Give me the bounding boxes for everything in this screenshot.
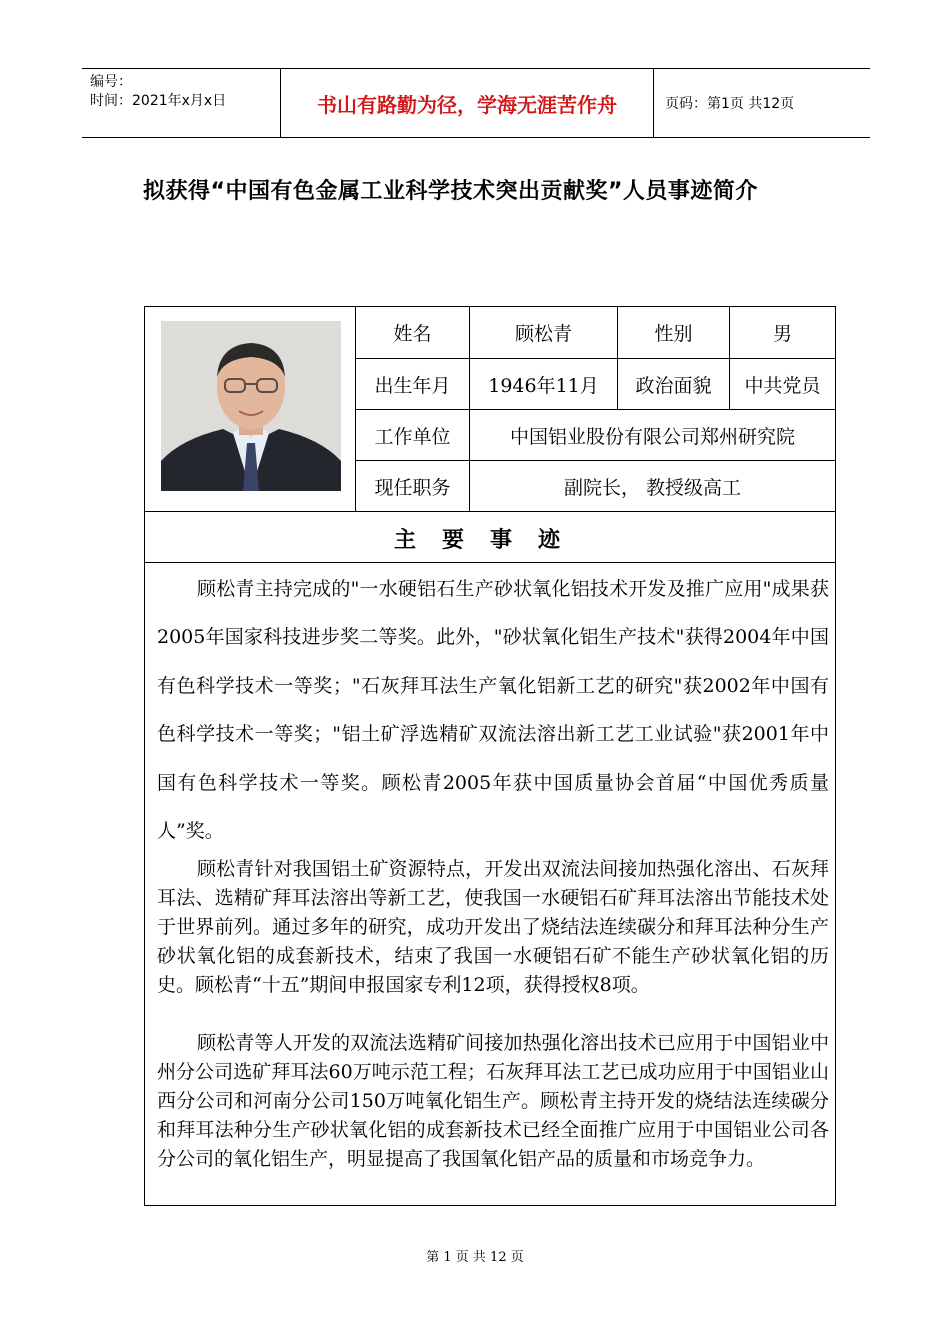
section-title: 主要事迹 bbox=[393, 526, 586, 553]
portrait-photo-image bbox=[161, 321, 341, 491]
birth-label: 出生年月 bbox=[374, 374, 451, 397]
achievement-paragraph: 顾松青主持完成的"一水硬铝石生产砂状氧化铝技术开发及推广应用"成果获2005年国家科技进步奖二等奖。此外，"砂状氧化铝生产技术"获得2004年中国有色科学技术一等奖；"石灰拜耳法生产氧化铝新工艺的研究"获2002年中国有色科学技术一等奖；"铝土矿浮选精矿双流法溶出新工艺工业试验"获2001年中国有色科学技术一等奖。顾松青2005年获中国质量协会首届“中国优秀质量人”奖。 bbox=[157, 578, 829, 843]
name-value: 顾松青 bbox=[514, 323, 572, 345]
document-title: 拟获得“中国有色金属工业科学技术突出贡献奖”人员事迹简介 bbox=[143, 179, 758, 204]
name-label: 姓名 bbox=[393, 323, 432, 345]
gender-value: 男 bbox=[772, 323, 792, 345]
political-value: 中共党员 bbox=[744, 374, 821, 397]
header-motto: 书山有路勤为径，学海无涯苦作舟 bbox=[280, 69, 654, 137]
employer-label: 工作单位 bbox=[374, 425, 451, 448]
achievement-paragraph: 顾松青针对我国铝土矿资源特点，开发出双流法间接加热强化溶出、石灰拜耳法、选精矿拜耳法溶出等新工艺，使我国一水硬铝石矿拜耳法溶出节能技术处于世界前列。通过多年的研究，成功开发出了烧结法连续碳分和拜耳法种分生产砂状氧化铝的成套新技术，结束了我国一水硬铝石矿不能生产砂状氧化铝的历史。顾松青“十五”期间申报国家专利12项，获得授权8项。 bbox=[157, 858, 829, 996]
portrait-photo bbox=[161, 321, 341, 491]
birth-value: 1946年11月 bbox=[488, 374, 599, 397]
header-meta bbox=[82, 69, 280, 137]
page-footer: 第 1 页 共 12 页 bbox=[426, 1250, 524, 1265]
position-label: 现任职务 bbox=[374, 476, 451, 499]
page-header bbox=[82, 68, 870, 138]
number-label: 编号： bbox=[90, 74, 132, 90]
political-label: 政治面貌 bbox=[635, 374, 712, 397]
header-page-info: 页码：第1页 共12页 bbox=[665, 96, 795, 112]
achievement-paragraph: 顾松青等人开发的双流法选精矿间接加热强化溶出技术已应用于中国铝业中州分公司选矿拜耳法60万吨示范工程；石灰拜耳法工艺已成功应用于中国铝业山西分公司和河南分公司150万吨氧化铝生产。顾松青主持开发的烧结法连续碳分和拜耳法种分生产砂状氧化铝的成套新技术已经全面推广应用于中国铝业公司各分公司的氧化铝生产，明显提高了我国氧化铝产品的质量和市场竞争力。 bbox=[157, 1032, 829, 1170]
employer-value: 中国铝业股份有限公司郑州研究院 bbox=[509, 425, 795, 448]
gender-label: 性别 bbox=[654, 323, 693, 345]
time-label: 时间：2021年x月x日 bbox=[90, 93, 227, 109]
profile-table bbox=[144, 306, 836, 1206]
position-value: 副院长， 教授级高工 bbox=[563, 476, 742, 499]
